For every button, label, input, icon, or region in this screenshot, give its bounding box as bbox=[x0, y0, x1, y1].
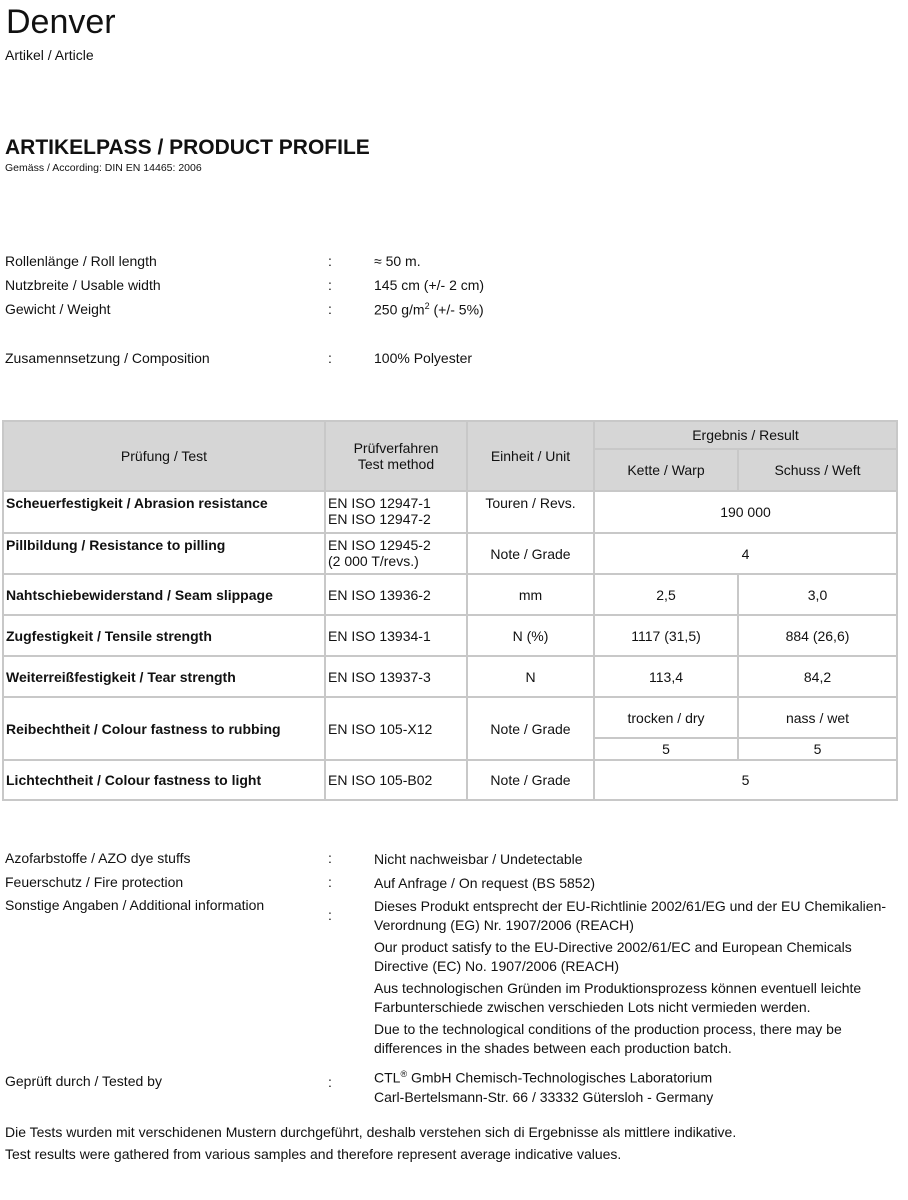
header-weft: Schuss / Weft bbox=[738, 449, 897, 491]
header-unit: Einheit / Unit bbox=[467, 421, 594, 491]
test-name: Zugfestigkeit / Tensile strength bbox=[3, 615, 325, 656]
test-method bbox=[325, 533, 467, 574]
info-label: Geprüft durch / Tested by bbox=[5, 1073, 162, 1089]
info-paragraph: Our product satisfy to the EU-Directive 2002/61/EC and European Chemicals Directive (EC) No. 1907/2006 (REACH) bbox=[374, 939, 852, 974]
lab-address: Carl-Bertelsmann-Str. 66 / 33332 Gütersloh - Germany bbox=[374, 1088, 714, 1105]
result-warp: 1117 (31,5) bbox=[594, 615, 738, 656]
spec-value bbox=[374, 301, 484, 318]
test-method bbox=[325, 491, 467, 533]
header-warp: Kette / Warp bbox=[594, 449, 738, 491]
registered-mark: ® bbox=[400, 1069, 408, 1079]
test-name: Nahtschiebewiderstand / Seam slippage bbox=[3, 574, 325, 615]
info-value: Nicht nachweisbar / Undetectable bbox=[374, 851, 583, 867]
table-row bbox=[3, 656, 897, 697]
spec-value: 145 cm (+/- 2 cm) bbox=[374, 277, 485, 293]
table-row bbox=[3, 615, 897, 656]
info-colon: : bbox=[328, 1074, 332, 1090]
test-method: EN ISO 13934-1 bbox=[325, 615, 467, 656]
header-method-line1: Prüfverfahren bbox=[353, 440, 439, 456]
method-line: EN ISO 12947-1 bbox=[328, 495, 431, 511]
info-value: Auf Anfrage / On request (BS 5852) bbox=[374, 875, 596, 891]
test-result: 4 bbox=[594, 533, 897, 574]
test-unit: Touren / Revs. bbox=[467, 491, 594, 533]
result-weft: 84,2 bbox=[738, 656, 897, 697]
lab-title: GmbH Chemisch-Technologisches Laboratorium bbox=[407, 1069, 713, 1086]
spec-colon: : bbox=[328, 253, 332, 269]
test-method: EN ISO 105-X12 bbox=[325, 697, 467, 760]
info-colon: : bbox=[328, 907, 332, 923]
table-row bbox=[3, 491, 897, 533]
info-colon: : bbox=[328, 850, 332, 866]
spec-label: Zusamennsetzung / Composition bbox=[5, 350, 210, 366]
weight-tolerance: (+/- 5%) bbox=[429, 301, 484, 318]
info-value bbox=[374, 897, 894, 1061]
test-unit: mm bbox=[467, 574, 594, 615]
footer-note-de: Die Tests wurden mit verschidenen Mustern durchgeführt, deshalb verstehen sich di Ergebnisse als mittlere indikative. bbox=[5, 1124, 737, 1140]
spec-label: Rollenlänge / Roll length bbox=[5, 253, 157, 269]
method-line: EN ISO 12945-2 bbox=[328, 537, 431, 553]
header-test: Prüfung / Test bbox=[3, 421, 325, 491]
test-name: Lichtechtheit / Colour fastness to light bbox=[3, 760, 325, 800]
test-unit: N (%) bbox=[467, 615, 594, 656]
document-heading: ARTIKELPASS / PRODUCT PROFILE bbox=[5, 136, 370, 159]
test-name: Weiterreißfestigkeit / Tear strength bbox=[3, 656, 325, 697]
table-row bbox=[3, 533, 897, 574]
test-result: 5 bbox=[594, 760, 897, 800]
lab-name bbox=[374, 1065, 894, 1088]
test-result: 190 000 bbox=[594, 491, 897, 533]
spec-label: Gewicht / Weight bbox=[5, 301, 111, 317]
test-unit: N bbox=[467, 656, 594, 697]
table-header-row bbox=[3, 421, 897, 449]
test-name: Pillbildung / Resistance to pilling bbox=[3, 533, 325, 574]
spec-colon: : bbox=[328, 350, 332, 366]
method-line: EN ISO 12947-2 bbox=[328, 511, 431, 527]
weight-exponent: 2 bbox=[424, 301, 430, 311]
article-label: Artikel / Article bbox=[5, 47, 94, 63]
method-line: (2 000 T/revs.) bbox=[328, 553, 419, 569]
test-unit: Note / Grade bbox=[467, 760, 594, 800]
spec-value: 100% Polyester bbox=[374, 350, 473, 366]
info-label: Feuerschutz / Fire protection bbox=[5, 874, 184, 890]
standard-reference: Gemäss / According: DIN EN 14465: 2006 bbox=[5, 162, 202, 174]
table-row bbox=[3, 760, 897, 800]
test-name: Reibechtheit / Colour fastness to rubbing bbox=[3, 697, 325, 760]
test-name: Scheuerfestigkeit / Abrasion resistance bbox=[3, 491, 325, 533]
test-method: EN ISO 13936-2 bbox=[325, 574, 467, 615]
spec-colon: : bbox=[328, 277, 332, 293]
test-method: EN ISO 105-B02 bbox=[325, 760, 467, 800]
spec-label: Nutzbreite / Usable width bbox=[5, 277, 161, 293]
result-warp: 5 bbox=[594, 738, 738, 760]
condition-dry: trocken / dry bbox=[594, 697, 738, 738]
table-row bbox=[3, 574, 897, 615]
footer-note-en: Test results were gathered from various samples and therefore represent average indicative values. bbox=[5, 1146, 622, 1162]
condition-wet: nass / wet bbox=[738, 697, 897, 738]
info-paragraph: Due to the technological conditions of the production process, there may be differences in the shades between each production batch. bbox=[374, 1021, 842, 1056]
result-weft: 3,0 bbox=[738, 574, 897, 615]
header-method-line2: Test method bbox=[357, 456, 435, 472]
spec-roll-length bbox=[5, 253, 885, 273]
spec-usable-width bbox=[5, 277, 885, 297]
product-name: Denver bbox=[6, 3, 116, 41]
lab-brand: CTL bbox=[374, 1069, 401, 1086]
spec-colon: : bbox=[328, 301, 332, 317]
spec-value: ≈ 50 m. bbox=[374, 253, 421, 269]
header-result: Ergebnis / Result bbox=[594, 421, 897, 449]
result-warp: 113,4 bbox=[594, 656, 738, 697]
spec-composition bbox=[5, 350, 885, 370]
info-value bbox=[374, 1065, 894, 1107]
result-weft: 884 (26,6) bbox=[738, 615, 897, 656]
spec-weight bbox=[5, 301, 885, 321]
result-warp: 2,5 bbox=[594, 574, 738, 615]
info-colon: : bbox=[328, 874, 332, 890]
info-paragraph: Dieses Produkt entsprecht der EU-Richtlinie 2002/61/EG und der EU Chemikalien-Verordnung (EG) Nr. 1907/2006 (REACH) bbox=[374, 898, 887, 933]
result-weft: 5 bbox=[738, 738, 897, 760]
info-paragraph: Aus technologischen Gründen im Produktionsprozess können eventuell leichte Farbunterschiede zwischen verschieden Lots nicht vermieden werden. bbox=[374, 980, 862, 1015]
test-method: EN ISO 13937-3 bbox=[325, 656, 467, 697]
results-table bbox=[2, 420, 898, 801]
table-row bbox=[3, 697, 897, 738]
weight-value: 250 g/m bbox=[374, 301, 425, 318]
test-unit: Note / Grade bbox=[467, 533, 594, 574]
info-label: Azofarbstoffe / AZO dye stuffs bbox=[5, 850, 191, 866]
test-unit: Note / Grade bbox=[467, 697, 594, 760]
header-method bbox=[325, 421, 467, 491]
info-label: Sonstige Angaben / Additional information bbox=[5, 897, 265, 913]
